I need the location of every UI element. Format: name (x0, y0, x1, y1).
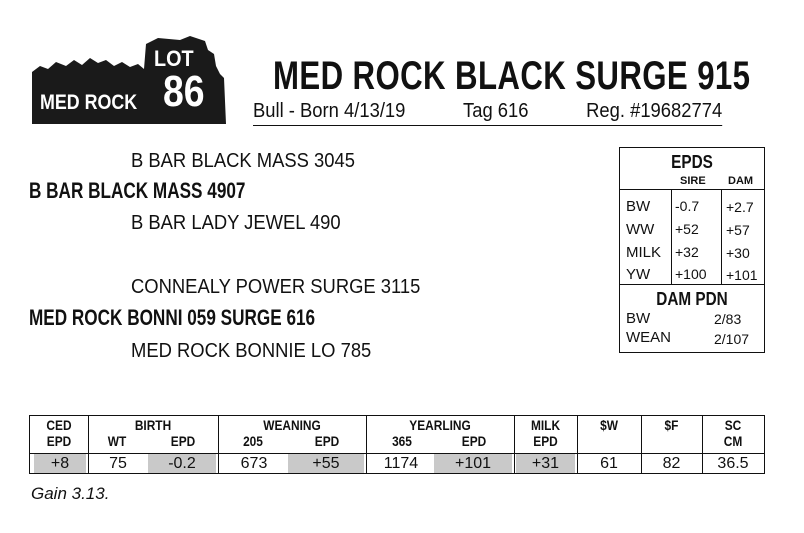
value-birth-epd: -0.2 (148, 454, 216, 473)
pdn-trait: WEAN (626, 329, 671, 346)
pdn-trait: BW (626, 310, 651, 327)
lot-label: LOT (154, 46, 194, 71)
pdn-value: 2/107 (714, 331, 750, 347)
pedigree-sire-sire: B BAR BLACK MASS 3045 (131, 150, 355, 172)
header-birth-epd: EPD (170, 433, 196, 449)
animal-name: MED ROCK BLACK SURGE 915 (273, 54, 751, 98)
header-milk-sub: EPD (533, 433, 558, 449)
animal-description: Bull - Born 4/13/19 (253, 100, 406, 122)
epds-column-line (671, 189, 672, 284)
logo-brand-text: MED ROCK (40, 91, 138, 114)
epd-dam-value: +2.7 (726, 199, 754, 215)
header-sf: $F (664, 417, 679, 433)
pdn-value: 2/83 (714, 311, 742, 327)
header-weaning: WEANING (263, 417, 321, 433)
performance-column-line (366, 416, 367, 473)
value-yearling-365: 1174 (383, 455, 419, 472)
dam-pdn-title: DAM PDN (656, 289, 728, 309)
epds-divider (620, 284, 764, 285)
value-milk-epd: +31 (516, 454, 575, 473)
header-birth: BIRTH (134, 417, 172, 433)
epd-sire-value: +100 (675, 266, 707, 282)
header-yearling: YEARLING (409, 417, 471, 433)
value-weaning-epd: +55 (288, 454, 364, 473)
pedigree-dam-sire: CONNEALY POWER SURGE 3115 (131, 276, 421, 298)
epd-sire-value: +32 (675, 244, 699, 260)
lot-number: 86 (163, 67, 205, 116)
performance-column-line (702, 416, 703, 473)
epds-sire-header: SIRE (680, 175, 706, 187)
epd-sire-value: +52 (675, 221, 699, 237)
performance-column-line (641, 416, 642, 473)
epds-title: EPDS (671, 152, 713, 172)
animal-tag: Tag 616 (463, 100, 529, 122)
epds-column-line (721, 189, 722, 284)
performance-column-line (577, 416, 578, 473)
value-yearling-epd: +101 (434, 454, 512, 473)
epds-dam-header: DAM (728, 175, 754, 187)
value-weaning-205: 673 (240, 455, 268, 472)
header-yearling-epd: EPD (461, 433, 487, 449)
header-yearling-365: 365 (392, 433, 412, 449)
pedigree-sire: B BAR BLACK MASS 4907 (29, 178, 246, 203)
performance-column-line (514, 416, 515, 473)
header-ced-sub: EPD (46, 433, 72, 449)
header-sw: $W (600, 417, 618, 433)
epd-dam-value: +30 (726, 245, 750, 261)
gain-note: Gain 3.13. (31, 484, 110, 503)
value-sc: 36.5 (717, 455, 749, 472)
header-ced: CED (46, 417, 72, 433)
header-sc: SC (724, 417, 742, 433)
value-sf: 82 (662, 455, 681, 472)
animal-registration: Reg. #19682774 (586, 100, 723, 122)
epd-trait: WW (626, 221, 655, 238)
value-birth-wt: 75 (109, 455, 127, 472)
ranch-logo (30, 36, 230, 126)
epd-sire-value: -0.7 (675, 198, 700, 214)
epd-dam-value: +101 (726, 267, 758, 283)
animal-info-line (253, 100, 722, 126)
performance-column-line (218, 416, 219, 473)
header-birth-wt: WT (107, 433, 127, 449)
epd-dam-value: +57 (726, 222, 750, 238)
header-sc-sub: CM (723, 433, 743, 449)
epds-box (619, 147, 765, 353)
pedigree-dam: MED ROCK BONNI 059 SURGE 616 (29, 305, 316, 330)
epd-trait: MILK (626, 244, 662, 261)
header-weaning-205: 205 (243, 433, 263, 449)
epd-trait: BW (626, 198, 651, 215)
header-weaning-epd: EPD (314, 433, 340, 449)
value-sw: 61 (600, 455, 618, 472)
header-milk: MILK (530, 417, 561, 433)
pedigree-sire-dam: B BAR LADY JEWEL 490 (131, 212, 341, 234)
performance-table (29, 415, 765, 474)
epds-divider (620, 189, 764, 190)
pedigree-dam-dam: MED ROCK BONNIE LO 785 (131, 340, 372, 362)
value-ced-epd: +8 (34, 454, 86, 473)
epd-trait: YW (626, 266, 651, 283)
performance-column-line (88, 416, 89, 473)
